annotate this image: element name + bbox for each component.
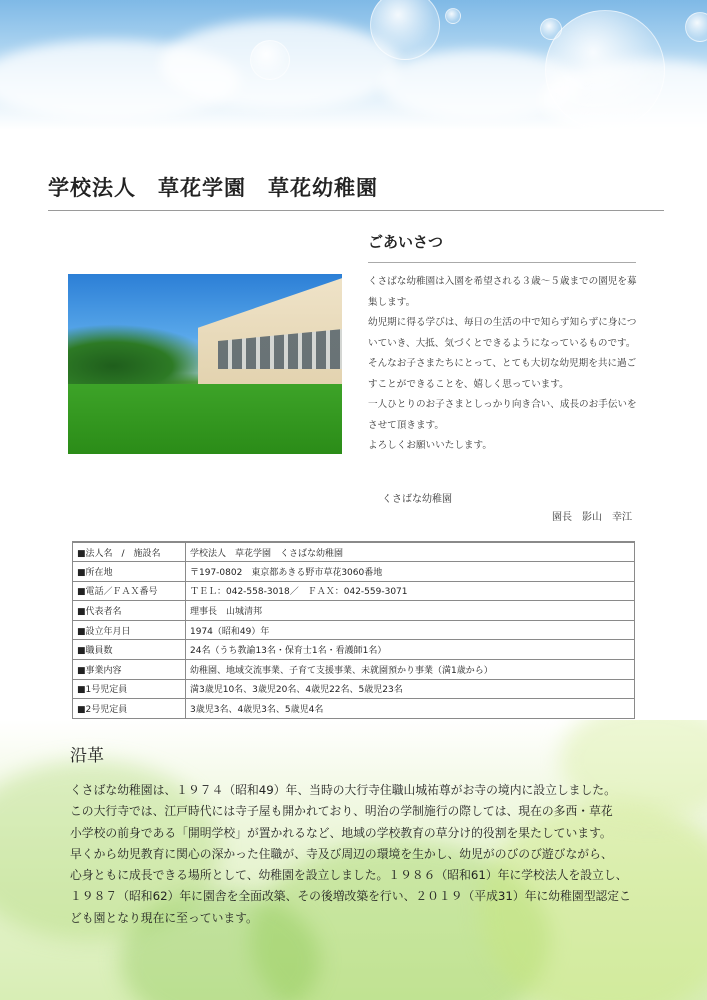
kindergarten-photo — [68, 274, 342, 454]
bubble-decoration — [545, 10, 665, 130]
history-line: 小学校の前身である「開明学校」が置かれるなど、地域の学校教育の草分け的役割を果たしています。 — [70, 825, 612, 840]
table-label: ■2号児定員 — [73, 699, 186, 719]
table-row — [73, 542, 635, 562]
greeting-line: そんなお子さまたちにとって、とても大切な幼児期を共に過ご — [368, 358, 637, 369]
table-row — [73, 581, 635, 601]
table-row — [73, 601, 635, 621]
history-text — [70, 780, 650, 929]
info-table — [72, 541, 635, 719]
table-row — [73, 660, 635, 680]
table-label: ■1号児定員 — [73, 679, 186, 699]
history-line: 心身ともに成長できる場所として、幼稚園を設立しました。１９８６（昭和61）年に学校法人を設立し、 — [70, 868, 628, 883]
table-value: ＴＥＬ：042-558-3018／ ＦＡＸ：042-559-3071 — [186, 581, 635, 601]
table-label: ■所在地 — [73, 562, 186, 582]
table-value: 3歳児3名、4歳児3名、5歳児4名 — [186, 699, 635, 719]
table-label: ■電話／ＦＡＸ番号 — [73, 581, 186, 601]
history-line: ども園となり現在に至っています。 — [70, 910, 258, 925]
greeting-heading: ごあいさつ — [368, 233, 444, 251]
table-value: 満3歳児10名、3歳児20名、4歳児22名、5歳児23名 — [186, 679, 635, 699]
table-row — [73, 562, 635, 582]
greeting-line: いていき、大抵、気づくとできるようになっているものです。 — [368, 337, 636, 349]
table-row — [73, 640, 635, 660]
greeting-line: させて頂きます。 — [368, 419, 444, 431]
bubble-decoration — [445, 8, 461, 24]
table-value: 理事長 山城清邦 — [186, 601, 635, 621]
table-value: 24名（うち教諭13名・保育士1名・看護師1名） — [186, 640, 635, 660]
table-value: 〒197-0802 東京都あきる野市草花3060番地 — [186, 562, 635, 582]
history-line: くさばな幼稚園は、１９７４（昭和49）年、当時の大行寺住職山城祐尊がお寺の境内に設立しました。 — [70, 783, 616, 797]
signature-principal: 園長 影山 幸江 — [552, 512, 632, 523]
greeting-text — [368, 272, 640, 457]
greeting-line: 集します。 — [368, 296, 416, 308]
greeting-line: すことができることを、嬉しく思っています。 — [368, 378, 569, 390]
bubble-decoration — [685, 12, 707, 42]
bubble-decoration — [250, 40, 290, 80]
table-label: ■設立年月日 — [73, 620, 186, 640]
title-divider — [48, 210, 664, 211]
table-label: ■事業内容 — [73, 660, 186, 680]
page-title: 学校法人 草花学園 草花幼稚園 — [48, 176, 378, 200]
greeting-line: 幼児期に得る学びは、毎日の生活の中で知らず知らずに身につ — [368, 317, 637, 328]
table-label: ■職員数 — [73, 640, 186, 660]
table-row — [73, 679, 635, 699]
greeting-line: くさばな幼稚園は入園を希望される３歳～５歳までの園児を募 — [368, 276, 637, 287]
table-row — [73, 620, 635, 640]
history-line: １９８７（昭和62）年に園舎を全面改築、その後増改築を行い、２０１９（平成31）年に幼稚園型認定こ — [70, 889, 631, 904]
table-row — [73, 699, 635, 719]
greeting-line: よろしくお願いいたします。 — [368, 440, 492, 451]
table-label: ■代表者名 — [73, 601, 186, 621]
table-label: ■法人名 / 施設名 — [73, 542, 186, 562]
greeting-divider — [368, 262, 636, 263]
sky-banner — [0, 0, 707, 130]
table-value: 学校法人 草花学園 くさばな幼稚園 — [186, 542, 635, 562]
table-value: 1974（昭和49）年 — [186, 620, 635, 640]
history-heading: 沿革 — [70, 746, 104, 766]
history-line: この大行寺では、江戸時代には寺子屋も開かれており、明治の学制施行の際しては、現在の多西・草花 — [70, 804, 613, 819]
signature-school: くさばな幼稚園 — [382, 494, 452, 505]
table-value: 幼稚園、地域交流事業、子育て支援事業、未就園預かり事業（満1歳から） — [186, 660, 635, 680]
bubble-decoration — [540, 18, 562, 40]
greeting-line: 一人ひとりのお子さまとしっかり向き合い、成長のお手伝いを — [368, 399, 637, 410]
history-line: 早くから幼児教育に関心の深かった住職が、寺及び周辺の環境を生かし、幼児がのびのび遊びながら、 — [70, 846, 613, 861]
